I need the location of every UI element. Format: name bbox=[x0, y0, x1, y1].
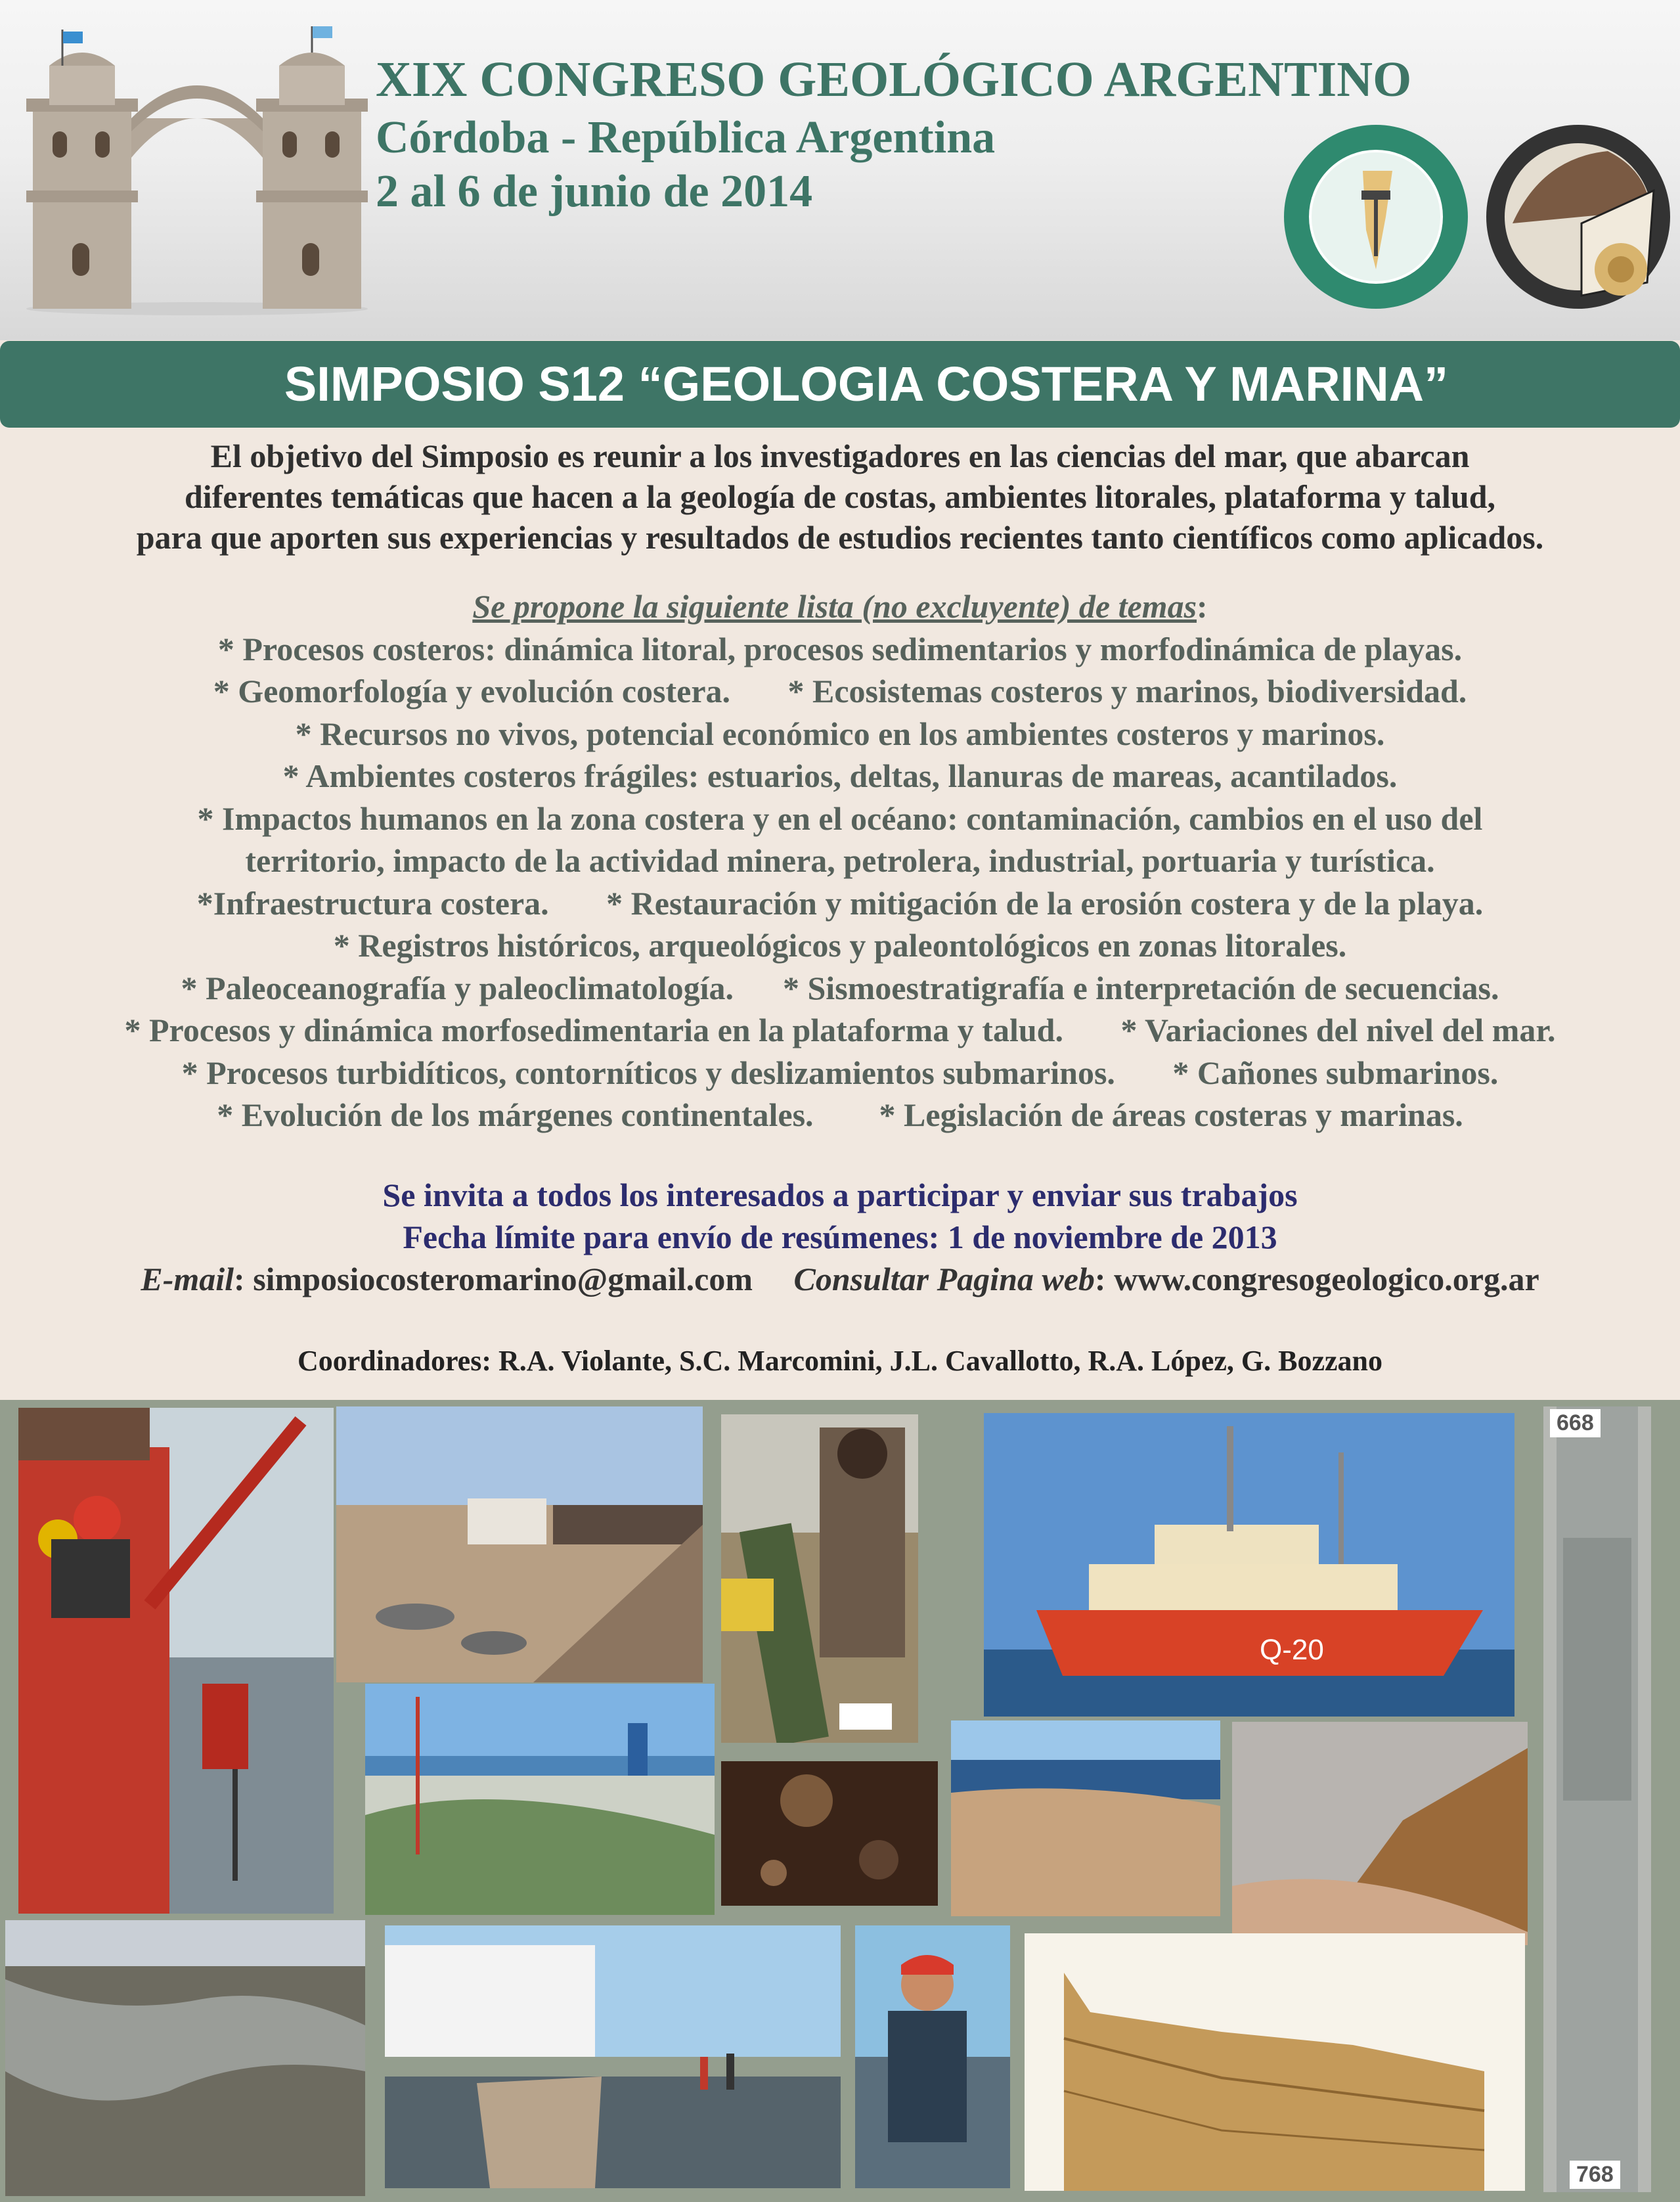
topic-line: * Procesos y dinámica morfosedimentaria en la plataforma y talud. * Variaciones del nivel del mar. bbox=[124, 1012, 1556, 1048]
website-link[interactable]: : www.congresogeologico.org.ar bbox=[1094, 1261, 1539, 1297]
photo-aerial-estuary bbox=[5, 1920, 365, 2196]
photo-collage bbox=[0, 1400, 1680, 2202]
invitation bbox=[0, 1174, 1680, 1258]
topic-line: * Ambientes costeros frágiles: estuarios, deltas, llanuras de mareas, acantilados. bbox=[282, 757, 1398, 794]
header bbox=[0, 0, 1680, 340]
topic-line: * Impactos humanos en la zona costera y en el océano: contaminación, cambios en el uso del bbox=[197, 799, 1483, 837]
email-label: E-mail bbox=[141, 1261, 234, 1297]
topics-heading-colon: : bbox=[1197, 588, 1208, 625]
intro-line: El objetivo del Simposio es reunir a los investigadores en las ciencias del mar, que abarcan bbox=[210, 438, 1470, 474]
topics-list bbox=[0, 585, 1680, 1136]
photo-seismic-profile bbox=[1025, 1933, 1525, 2191]
topic-line: * Geomorfología y evolución costera. * Ecosistemas costeros y marinos, biodiversidad. bbox=[213, 673, 1467, 709]
core-label-top: 668 bbox=[1550, 1409, 1601, 1437]
topic-line: * Evolución de los márgenes continentales. * Legislación de áreas costeras y marinas. bbox=[217, 1096, 1463, 1133]
topic-line: * Paleoceanografía y paleoclimatología. * Sismoestratigrafía e interpretación de secuencias. bbox=[181, 969, 1499, 1006]
topic-line: territorio, impacto de la actividad minera, petrolera, industrial, portuaria y turística. bbox=[245, 842, 1435, 879]
intro-line: para que aporten sus experiencias y resultados de estudios recientes tanto científicos como aplicados. bbox=[136, 519, 1544, 556]
topic-line: * Recursos no vivos, potencial económico en los ambientes costeros y marinos. bbox=[295, 715, 1385, 752]
congress-location: Córdoba - República Argentina bbox=[376, 112, 996, 163]
photo-dune-survey bbox=[365, 1684, 715, 1915]
congreso-logo bbox=[1483, 112, 1673, 328]
intro-paragraph bbox=[0, 436, 1680, 558]
topic-line: * Procesos turbidíticos, contorníticos y deslizamientos submarinos. * Cañones submarinos. bbox=[181, 1054, 1499, 1091]
web-label: Consultar Pagina web bbox=[793, 1261, 1095, 1297]
invitation-text: Se invita a todos los interesados a participar y enviar sus trabajos bbox=[382, 1177, 1298, 1213]
core-label-bottom: 768 bbox=[1570, 2161, 1620, 2189]
photo-sediment-core bbox=[1543, 1406, 1651, 2192]
contact-line bbox=[0, 1258, 1680, 1300]
congress-dates: 2 al 6 de junio de 2014 bbox=[376, 166, 813, 217]
symposium-title: SIMPOSIO S12 “GEOLOGIA COSTERA Y MARINA” bbox=[284, 357, 1449, 411]
topic-line: *Infraestructura costera. * Restauración y mitigación de la erosión costera y de la playa. bbox=[196, 884, 1484, 922]
intro-line: diferentes temáticas que hacen a la geología de costas, ambientes litorales, plataforma y talud, bbox=[184, 478, 1496, 515]
photo-beach-shore bbox=[951, 1720, 1220, 1916]
photo-underwater bbox=[721, 1761, 938, 1906]
deadline-text: Fecha límite para envío de resúmenes: 1 de noviembre de 2013 bbox=[403, 1219, 1277, 1255]
photo-coastal-cliff bbox=[1232, 1722, 1528, 1945]
asociacion-geologica-logo bbox=[1277, 118, 1474, 315]
symposium-banner bbox=[0, 341, 1680, 428]
email-address[interactable]: : simposiocosteromarino@gmail.com bbox=[234, 1261, 753, 1297]
ship-number: Q-20 bbox=[1260, 1634, 1324, 1666]
congress-title: XIX CONGRESO GEOLÓGICO ARGENTINO bbox=[376, 52, 1412, 107]
photo-research-vessel bbox=[984, 1413, 1514, 1717]
photo-ship-sampling bbox=[18, 1408, 334, 1914]
topic-line: * Procesos costeros: dinámica litoral, procesos sedimentarios y morfodinámica de playas. bbox=[217, 630, 1463, 667]
coordinators: Coordinadores: R.A. Violante, S.C. Marcomini, J.L. Cavallotto, R.A. López, G. Bozzano bbox=[298, 1345, 1382, 1377]
topic-line: * Registros históricos, arqueológicos y paleontológicos en zonas litorales. bbox=[333, 927, 1347, 964]
symposium-description bbox=[0, 428, 1680, 1400]
photo-eroded-coast bbox=[336, 1406, 703, 1682]
arch-illustration bbox=[20, 26, 374, 315]
photo-field-researcher bbox=[855, 1925, 1010, 2188]
topics-heading: Se propone la siguiente lista (no excluyente) de temas bbox=[472, 588, 1197, 625]
photo-lab-core bbox=[721, 1414, 918, 1743]
photo-beach-walkers bbox=[385, 1925, 841, 2188]
